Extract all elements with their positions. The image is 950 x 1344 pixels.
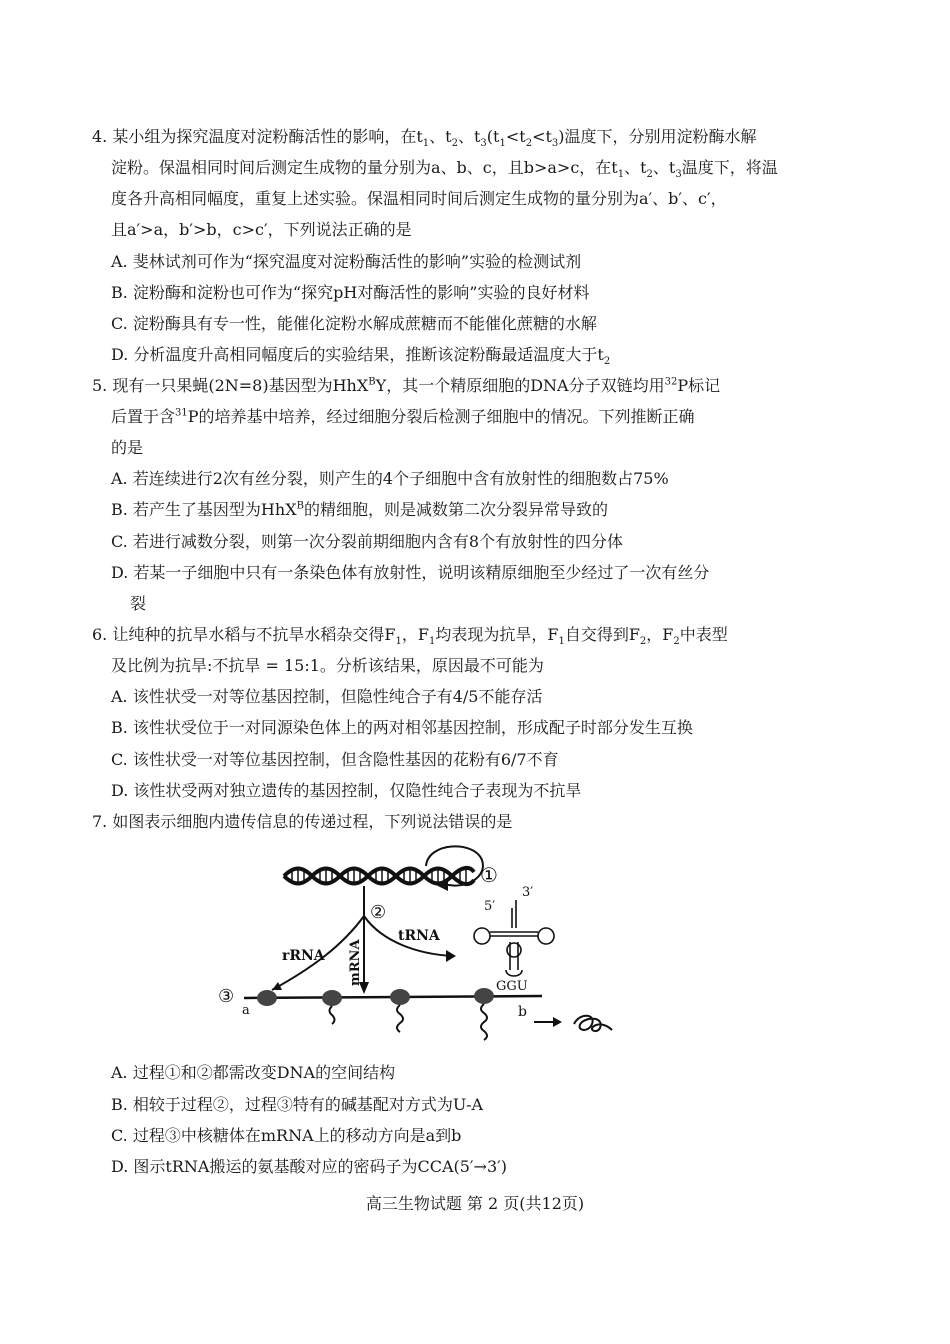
q5-option-a: A. 若连续进行2次有丝分裂，则产生的4个子细胞中含有放射性的细胞数占75% [111,469,669,488]
folded-protein [574,1016,612,1031]
direction-b-label: b [518,1004,527,1020]
ribosome-4 [474,988,494,1004]
q7-option-a: A. 过程①和②都需改变DNA的空间结构 [111,1063,396,1082]
q4-stem-line2: 淀粉。保温相同时间后测定生成物的量分别为a、b、c，且b>a>c，在$t_1$、$t_2$、$t_3$温度下，将温 [111,158,778,181]
page-footer: 高三生物试题 第 2 页(共12页) [365,1194,585,1213]
trna-5prime-label: 5′ [484,899,496,914]
q5-option-d-line2: 裂 [130,594,147,613]
q5-option-c: C. 若进行减数分裂，则第一次分裂前期细胞内含有8个有放射性的四分体 [111,532,624,551]
q4-option-b: B. 淀粉酶和淀粉也可作为“探究pH对酶活性的影响”实验的良好材料 [111,283,590,302]
q4-option-d: D. 分析温度升高相同幅度后的实验结果，推断该淀粉酶最适温度大于$t_2$ [111,345,611,368]
ribosome-3 [390,989,410,1005]
rrna-label: rRNA [282,948,325,964]
polypeptide-chains [330,1004,488,1040]
trna-label: tRNA [398,928,440,944]
q6-option-b: B. 该性状受位于一对同源染色体上的两对相邻基因控制，形成配子时部分发生互换 [111,718,693,737]
ribosome-1 [257,990,277,1006]
q7-option-c: C. 过程③中核糖体在mRNA上的移动方向是a到b [111,1126,462,1145]
q5-stem-line2: 后置于含$^{31}$P的培养基中培养，经过细胞分裂后检测子细胞中的情况。下列推断正确 [111,407,695,426]
trna-arrowhead [446,950,456,962]
q4-option-c: C. 淀粉酶具有专一性，能催化淀粉水解成蔗糖而不能催化蔗糖的水解 [111,314,597,333]
q6-stem-line2: 及比例为抗旱:不抗旱 = 15:1。分析该结果，原因最不可能为 [111,656,544,675]
q6-stem-line1: 6. 让纯种的抗旱水稻与不抗旱水稻杂交得$F_1$，$F_1$均表现为抗旱，$F_1$自交得到$F_2$，$F_2$中表型 [92,625,728,648]
release-arrowhead [553,1017,562,1027]
q6-option-d: D. 该性状受两对独立遗传的基因控制，仅隐性纯合子表现为不抗旱 [111,781,582,800]
process-3-label: ③ [218,986,235,1007]
q5-stem-line1: 5. 现有一只果蝇(2N=8)基因型为HhX$^B$Y，其一个精原细胞的DNA分子双链均用$^{32}$P标记 [92,376,721,395]
q4-stem-line1: 4. 某小组为探究温度对淀粉酶活性的影响，在$t_1$、$t_2$、$t_3(t_1<t_2<t_3)$温度下，分别用淀粉酶水解 [92,127,757,150]
q4-option-a: A. 斐林试剂可作为“探究温度对淀粉酶活性的影响”实验的检测试剂 [111,252,582,271]
mrna-end-a-label: a [242,1003,250,1018]
q4-stem-line3: 度各升高相同幅度，重复上述实验。保温相同时间后测定生成物的量分别为a′、b′、c′， [111,189,727,208]
q5-option-b: B. 若产生了基因型为HhX$^B$的精细胞，则是减数第二次分裂异常导致的 [111,500,608,519]
process-2-label: ② [370,902,387,923]
mrna-label: mRNA [348,939,363,986]
q5-stem-line3: 的是 [111,438,144,457]
q6-option-a: A. 该性状受一对等位基因控制，但隐性纯合子有4/5不能存活 [111,687,543,706]
q5-option-d-line1: D. 若某一子细胞中只有一条染色体有放射性，说明该精原细胞至少经过了一次有丝分 [111,563,710,582]
q7-option-b: B. 相较于过程②，过程③特有的碱基配对方式为U-A [111,1095,484,1114]
q4-stem-line4: 且a′>a，b′>b，c>c′，下列说法正确的是 [111,220,412,239]
q7-stem: 7. 如图表示细胞内遗传信息的传递过程，下列说法错误的是 [92,812,513,831]
q7-option-d: D. 图示tRNA搬运的氨基酸对应的密码子为CCA(5′→3′) [111,1157,508,1176]
ribosome-2 [322,990,342,1006]
trna-3prime-label: 3′ [522,885,534,900]
q6-option-c: C. 该性状受一对等位基因控制，但含隐性基因的花粉有6/7不育 [111,750,559,769]
process-1-label: ① [480,863,498,887]
anticodon-label: GGU [496,979,528,994]
gene-expression-diagram [212,838,652,1044]
